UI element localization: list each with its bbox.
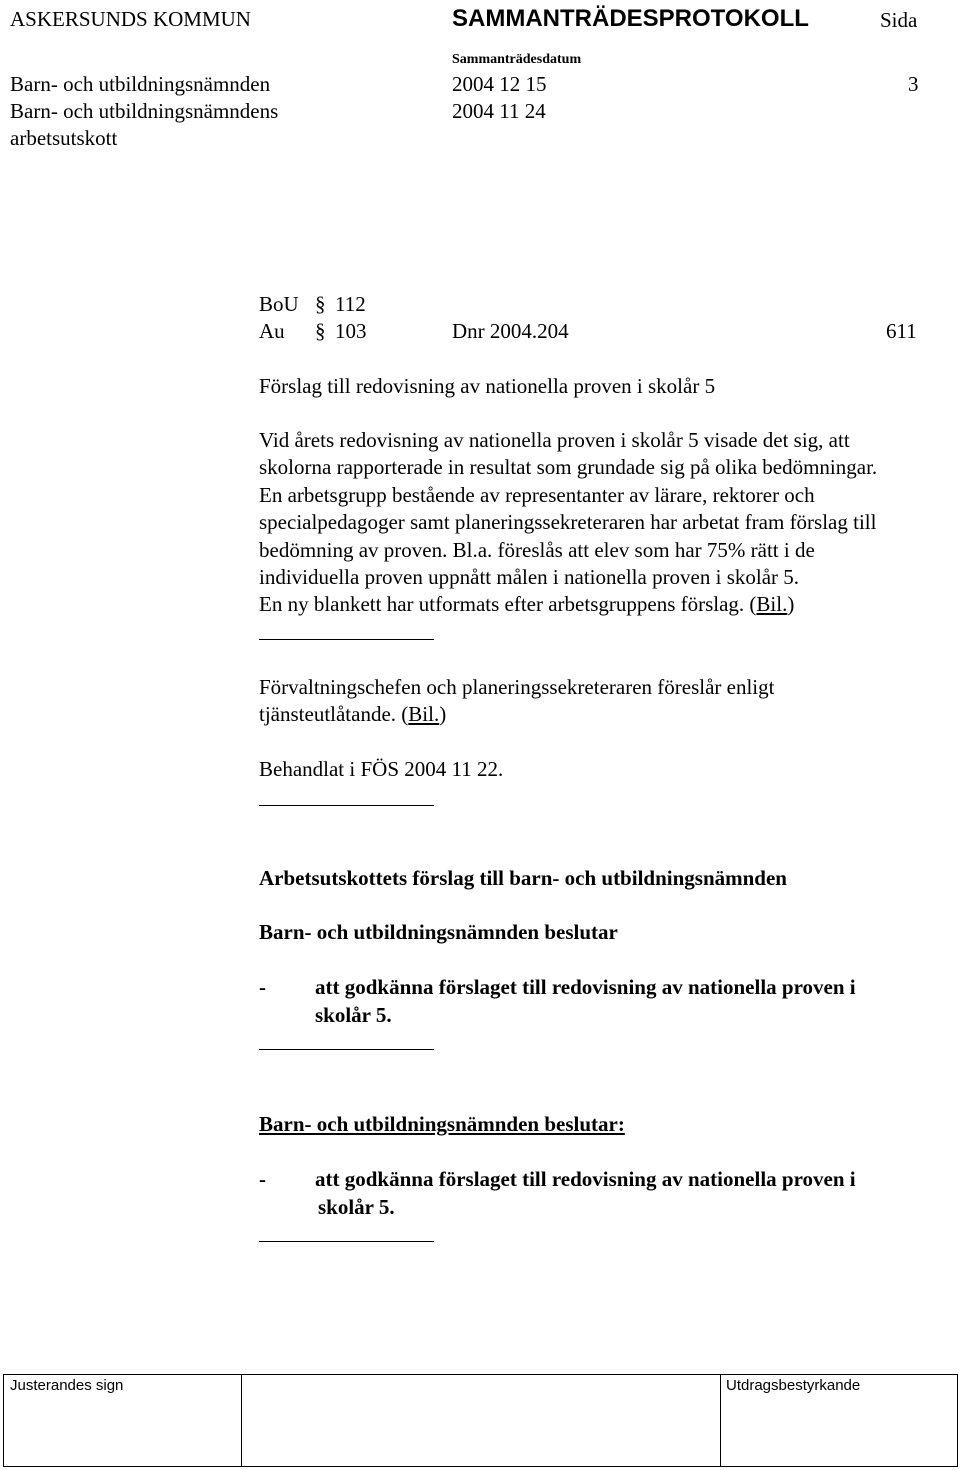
- proposal-line: Förvaltningschefen och planeringssekreteraren föreslår enligt: [259, 675, 775, 699]
- bou-decision-heading: Barn- och utbildningsnämnden beslutar: [259, 920, 618, 944]
- handled-note: Behandlat i FÖS 2004 11 22.: [259, 757, 504, 781]
- bou-final-decision-heading: Barn- och utbildningsnämnden beslutar:: [259, 1112, 625, 1136]
- body-line: specialpedagoger samt planeringssekreteraren har arbetat fram förslag till: [259, 510, 877, 534]
- meeting-date-label: Sammanträdesdatum: [452, 52, 582, 67]
- separator-line: [259, 639, 434, 640]
- page-number: 3: [908, 72, 919, 96]
- case-au-number: 103: [335, 319, 367, 343]
- decision-item-line: skolår 5.: [315, 1003, 392, 1027]
- blankett-text: En ny blankett har utformats efter arbetsgruppens förslag. (: [259, 592, 757, 616]
- utdragsbestyrkande-label: Utdragsbestyrkande: [726, 1377, 861, 1394]
- au-proposal-heading: Arbetsutskottets förslag till barn- och utbildningsnämnden: [259, 866, 787, 890]
- body-line: Vid årets redovisning av nationella proven i skolår 5 visade det sig, att: [259, 428, 850, 452]
- document-type: SAMMANTRÄDESPROTOKOLL: [452, 5, 809, 32]
- case-bou-label: BoU: [259, 292, 299, 316]
- decision-dash: -: [259, 975, 266, 999]
- footer-cell-middle: [241, 1374, 721, 1467]
- committee-name: Barn- och utbildningsnämnden: [10, 72, 271, 96]
- meeting-date: 2004 11 24: [452, 99, 546, 123]
- decision-dash: -: [259, 1167, 266, 1191]
- decision-item-line: att godkänna förslaget till redovisning av nationella proven i: [315, 975, 856, 999]
- body-line: En arbetsgrupp bestående av representanter av lärare, rektorer och: [259, 483, 815, 507]
- case-au-label: Au: [259, 319, 285, 343]
- committee-name: Barn- och utbildningsnämndens: [10, 99, 279, 123]
- separator-line: [259, 1049, 434, 1050]
- body-line: individuella proven uppnått målen i nationella proven i skolår 5.: [259, 565, 800, 589]
- decision-item-line: skolår 5.: [318, 1195, 395, 1219]
- paren-close: ): [439, 702, 447, 726]
- proposal-text: tjänsteutlåtande. (: [259, 702, 409, 726]
- municipality-name: ASKERSUNDS KOMMUN: [10, 7, 251, 31]
- case-code: 611: [886, 319, 917, 343]
- separator-line: [259, 805, 434, 806]
- proposal-line: [259, 702, 446, 727]
- paren-close: ): [787, 592, 795, 616]
- attachment-link[interactable]: Bil.: [756, 592, 788, 616]
- case-dnr: Dnr 2004.204: [452, 319, 569, 343]
- page-label: Sida: [880, 8, 918, 32]
- justerandes-sign-label: Justerandes sign: [10, 1377, 124, 1394]
- body-line: [259, 592, 794, 617]
- meeting-date: 2004 12 15: [452, 72, 547, 96]
- separator-line: [259, 1241, 434, 1242]
- case-title: Förslag till redovisning av nationella proven i skolår 5: [259, 374, 716, 398]
- committee-name: arbetsutskott: [10, 126, 118, 150]
- body-line: bedömning av proven. Bl.a. föreslås att elev som har 75% rätt i de: [259, 538, 815, 562]
- section-sign: §: [315, 319, 326, 343]
- body-line: skolorna rapporterade in resultat som grundade sig på olika bedömningar.: [259, 455, 878, 479]
- decision-item-line: att godkänna förslaget till redovisning av nationella proven i: [315, 1167, 856, 1191]
- case-bou-number: 112: [335, 292, 366, 316]
- section-sign: §: [315, 292, 326, 316]
- attachment-link[interactable]: Bil.: [408, 702, 440, 726]
